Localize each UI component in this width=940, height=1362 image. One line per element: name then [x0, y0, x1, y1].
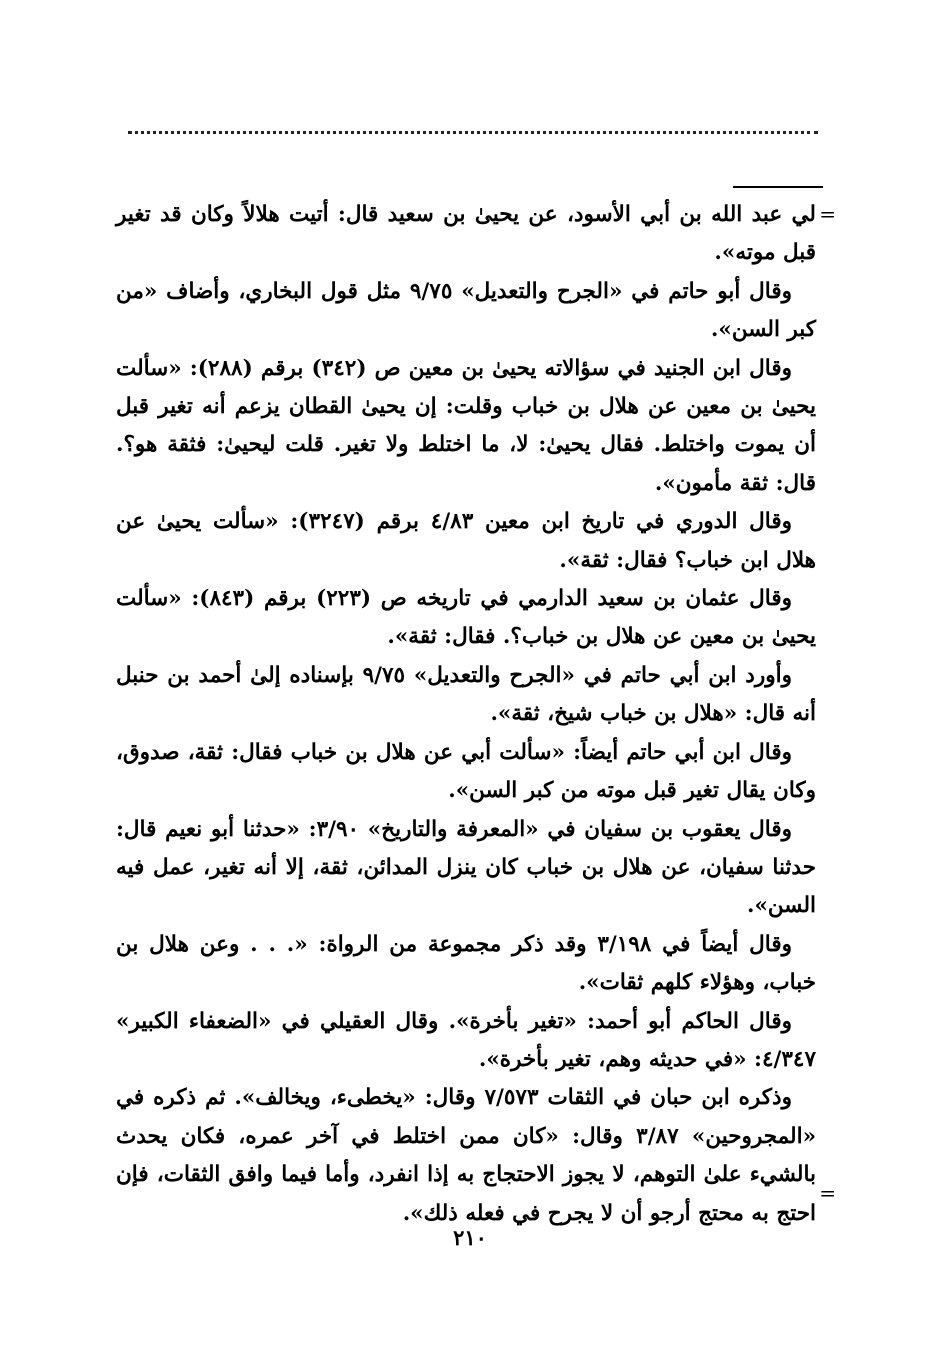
paragraph: وذكره ابن حبان في الثقات ٧/٥٧٣ وقال: «يخطىء، ويخالف». ثم ذكره في «المجروحين» ٣/٨٧ وقال: «كان ممن اختلط في آخر عمره، فكان يحدث بالشيء علىٰ التوهم، لا يجوز الاحتجاج به إذا انفرد، وأما فيما وافق الثقات، فإن احتج به محتج أرجو أن لا يجرح في فعله ذلك».	[116, 1085, 817, 1226]
continuation-mark-bottom: =	[819, 1181, 836, 1205]
paragraph: وقال الحاكم أبو أحمد: «تغير بأخرة». وقال العقيلي في «الضعفاء الكبير» ٤/٣٤٧: «في حديثه وهم، تغير بأخرة».	[116, 1008, 816, 1072]
continuation-mark-top: =	[819, 202, 836, 226]
paragraph: وأورد ابن أبي حاتم في «الجرح والتعديل» ٩/٧٥ بإسناده إلىٰ أحمد بن حنبل أنه قال: «هلال بن خباب شيخ، ثقة».	[116, 662, 816, 727]
page-number: ٢١٠	[453, 1225, 487, 1250]
paragraph: وقال ابن الجنيد في سؤالاته يحيىٰ بن معين ص (٣٤٢) برقم (٢٨٨): «سألت يحيىٰ بن معين عن هلال بن خباب وقلت: إن يحيىٰ القطان يزعم أنه تغير قبل أن يموت واختلط. فقال يحيىٰ: لا، ما اختلط ولا تغير. قلت ليحيىٰ: فثقة هو؟. قال: ثقة مأمون».	[116, 355, 816, 496]
paragraph: وقال عثمان بن سعيد الدارمي في تاريخه ص (٢٢٣) برقم (٨٤٣): «سألت يحيىٰ بن معين عن هلال بن خباب؟. فقال: ثقة».	[116, 586, 816, 650]
paragraph: وقال يعقوب بن سفيان في «المعرفة والتاريخ» ٣/٩٠: «حدثنا أبو نعيم قال: حدثنا سفيان، عن هلال بن خباب كان ينزل المدائن، ثقة، إلا أنه تغير، عمل فيه السن».	[116, 816, 816, 919]
paragraph: لي عبد الله بن أبي الأسود، عن يحيىٰ بن سعيد قال: أتيت هلالاً وكان قد تغير قبل موته».	[116, 202, 816, 266]
paragraph: وقال ابن أبي حاتم أيضاً: «سألت أبي عن هلال بن خباب فقال: ثقة، صدوق، وكان يقال تغير قبل موته من كبر السن».	[116, 739, 816, 804]
paragraph: وقال أبو حاتم في «الجرح والتعديل» ٩/٧٥ مثل قول البخاري، وأضاف «من كبر السن».	[116, 278, 816, 343]
footnote-rule	[733, 186, 823, 188]
dotted-separator	[128, 131, 818, 142]
paragraph: وقال أيضاً في ٣/١٩٨ وقد ذكر مجموعة من الرواة: «. . . وعن هلال بن خباب، وهؤلاء كلهم ثقات».	[116, 931, 816, 996]
paragraph: وقال الدوري في تاريخ ابن معين ٤/٨٣ برقم (٣٢٤٧): «سألت يحيىٰ عن هلال ابن خباب؟ فقال: ثقة».	[116, 509, 816, 573]
footnote-text	[116, 196, 816, 1233]
